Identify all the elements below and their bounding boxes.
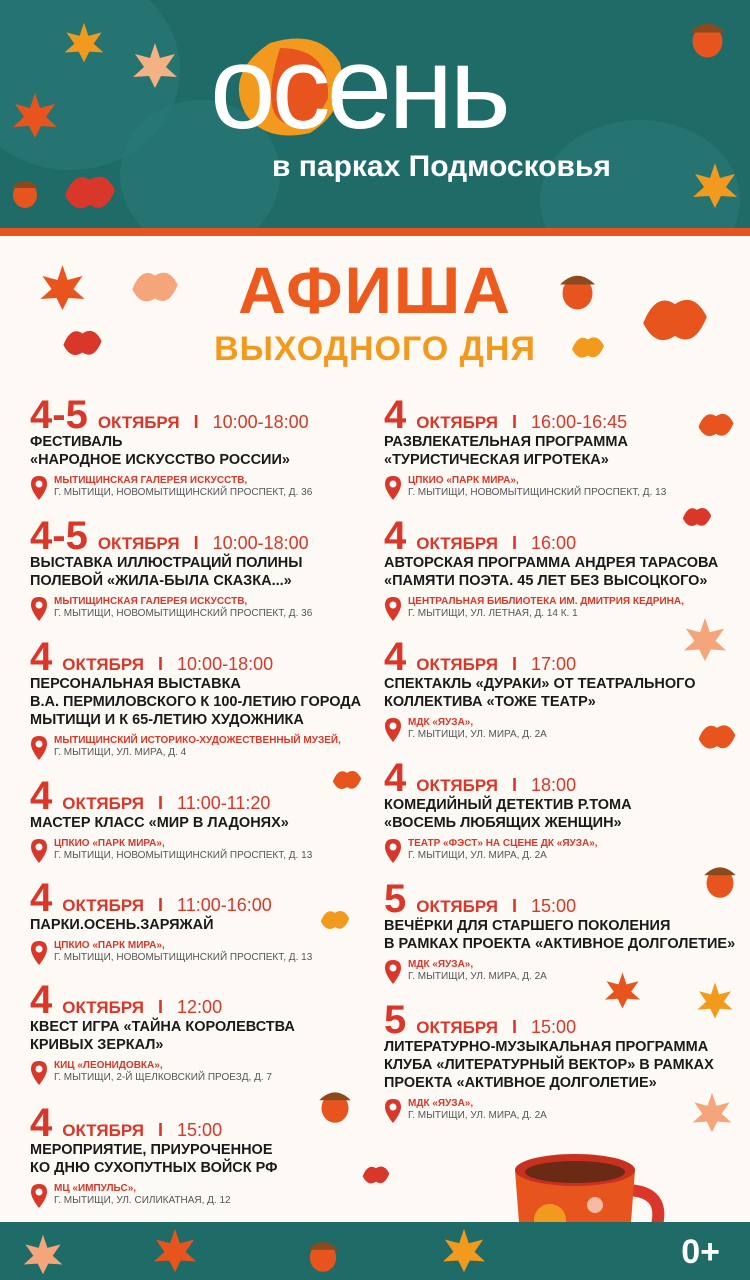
event-time: 11:00-11:20: [177, 793, 271, 813]
event-card: [384, 998, 714, 1124]
event-address: Г. МЫТИЩИ, НОВОМЫТИЩИНСКИЙ ПРОСПЕКТ, Д. 36: [54, 608, 313, 619]
event-title: ПАРКИ.ОСЕНЬ.ЗАРЯЖАЙ: [30, 917, 214, 933]
event-venue: КИЦ «ЛЕОНИДОВКА»,: [54, 1060, 163, 1071]
separator: I: [512, 896, 518, 916]
header-subtitle: в парках Подмосковья: [272, 150, 611, 183]
event-address: Г. МЫТИЩИ, НОВОМЫТИЩИНСКИЙ ПРОСПЕКТ, Д. 36: [54, 487, 313, 498]
location-pin-icon: [384, 717, 402, 743]
event-venue: ЦПКИО «ПАРК МИРА»,: [54, 838, 165, 849]
oak-leaf-icon: [330, 760, 364, 800]
oak-leaf-icon: [318, 900, 352, 940]
event-month: ОКТЯБРЯ: [62, 794, 145, 813]
event-month: ОКТЯБРЯ: [416, 655, 499, 674]
event-card: [30, 876, 312, 966]
location-pin-icon: [30, 475, 48, 501]
event-month: ОКТЯБРЯ: [416, 776, 499, 795]
logo: [210, 22, 730, 154]
acorn-icon: [300, 1230, 346, 1274]
event-day: 4: [30, 978, 53, 1022]
location-pin-icon: [384, 596, 402, 622]
event-time: 15:00: [531, 1017, 577, 1037]
footer-band: [0, 1222, 750, 1280]
event-venue: ЦПКИО «ПАРК МИРА»,: [54, 940, 165, 951]
event-time: 10:00-18:00: [212, 533, 309, 553]
event-time: 16:00-16:45: [531, 412, 628, 432]
separator: I: [158, 654, 164, 674]
separator: I: [512, 533, 518, 553]
header-divider: [0, 228, 750, 236]
event-address: Г. МЫТИЩИ, УЛ. МИРА, Д. 2А: [408, 971, 547, 982]
separator: I: [158, 793, 164, 813]
event-month: ОКТЯБРЯ: [416, 897, 499, 916]
event-month: ОКТЯБРЯ: [62, 1121, 145, 1140]
event-day: 5: [384, 877, 407, 921]
location-pin-icon: [30, 940, 48, 966]
event-month: ОКТЯБРЯ: [416, 1018, 499, 1037]
event-title: ВЫСТАВКА ИЛЛЮСТРАЦИЙ ПОЛИНЫ ПОЛЕВОЙ «ЖИЛА-БЫЛА СКАЗКА...»: [30, 555, 303, 589]
event-month: ОКТЯБРЯ: [62, 896, 145, 915]
event-time: 15:00: [177, 1120, 223, 1140]
separator: I: [158, 1120, 164, 1140]
maple-leaf-icon: [20, 1232, 66, 1276]
event-venue: ЦПКИО «ПАРК МИРА»,: [408, 475, 519, 486]
event-day: 4: [384, 635, 407, 679]
event-time: 15:00: [531, 896, 577, 916]
event-month: ОКТЯБРЯ: [62, 655, 145, 674]
age-rating: 0+: [681, 1233, 720, 1271]
event-day: 4: [30, 876, 53, 920]
maple-leaf-icon: [150, 1226, 200, 1274]
header-banner: [0, 0, 750, 228]
event-card: [30, 774, 312, 864]
location-pin-icon: [384, 475, 402, 501]
poster-subtitle: ВЫХОДНОГО ДНЯ: [214, 330, 536, 368]
separator: I: [193, 412, 199, 432]
event-day: 4: [384, 514, 407, 558]
event-day: 4-5: [30, 393, 88, 437]
event-month: ОКТЯБРЯ: [97, 534, 180, 553]
event-address: Г. МЫТИЩИ, 2-Й ЩЕЛКОВСКИЙ ПРОЕЗД, Д. 7: [54, 1072, 272, 1083]
oak-leaf-icon: [60, 165, 120, 220]
event-title: РАЗВЛЕКАТЕЛЬНАЯ ПРОГРАММА «ТУРИСТИЧЕСКАЯ ИГРОТЕКА»: [384, 434, 628, 468]
event-time: 10:00-18:00: [177, 654, 274, 674]
event-address: Г. МЫТИЩИ, УЛ. СИЛИКАТНАЯ, Д. 12: [54, 1195, 231, 1206]
location-pin-icon: [30, 735, 48, 761]
event-address: Г. МЫТИЩИ, НОВОМЫТИЩИНСКИЙ ПРОСПЕКТ, Д. 13: [54, 850, 313, 861]
event-venue: ТЕАТР «ФЭСТ» НА СЦЕНЕ ДК «ЯУЗА»,: [408, 838, 598, 849]
event-venue: ЦЕНТРАЛЬНАЯ БИБЛИОТЕКА ИМ. ДМИТРИЯ КЕДРИНА,: [408, 596, 684, 607]
event-address: Г. МЫТИЩИ, УЛ. МИРА, Д. 2А: [408, 850, 547, 861]
event-month: ОКТЯБРЯ: [416, 534, 499, 553]
event-card: [30, 1101, 278, 1209]
separator: I: [512, 412, 518, 432]
event-title: ЛИТЕРАТУРНО-МУЗЫКАЛЬНАЯ ПРОГРАММА КЛУБА «ЛИТЕРАТУРНЫЙ ВЕКТОР» В РАМКАХ ПРОЕКТА «АКТИВНОЕ ДОЛГОЛЕТИЕ»: [384, 1039, 714, 1091]
event-address: Г. МЫТИЩИ, НОВОМЫТИЩИНСКИЙ ПРОСПЕКТ, Д. 13: [54, 952, 313, 963]
event-card: [30, 978, 295, 1086]
maple-leaf-icon: [690, 160, 740, 210]
event-title: КВЕСТ ИГРА «ТАЙНА КОРОЛЕВСТВА КРИВЫХ ЗЕРКАЛ»: [30, 1019, 295, 1053]
event-title: МАСТЕР КЛАСС «МИР В ЛАДОНЯХ»: [30, 815, 289, 831]
oak-leaf-icon: [695, 715, 739, 759]
event-card: [30, 393, 312, 501]
acorn-icon: [695, 855, 745, 900]
event-month: ОКТЯБРЯ: [416, 413, 499, 432]
event-month: ОКТЯБРЯ: [62, 998, 145, 1017]
event-venue: МДК «ЯУЗА»,: [408, 717, 474, 728]
separator: I: [512, 654, 518, 674]
event-title: ФЕСТИВАЛЬ «НАРОДНОЕ ИСКУССТВО РОССИИ»: [30, 434, 290, 468]
location-pin-icon: [30, 838, 48, 864]
event-address: Г. МЫТИЩИ, УЛ. МИРА, Д. 4: [54, 747, 187, 758]
event-title: КОМЕДИЙНЫЙ ДЕТЕКТИВ Р.ТОМА «ВОСЕМЬ ЛЮБЯЩИХ ЖЕНЩИН»: [384, 797, 632, 831]
event-venue: МЫТИЩИНСКАЯ ГАЛЕРЕЯ ИСКУССТВ,: [54, 596, 248, 607]
event-title: СПЕКТАКЛЬ «ДУРАКИ» ОТ ТЕАТРАЛЬНОГО КОЛЛЕКТИВА «ТОЖЕ ТЕАТР»: [384, 676, 696, 710]
maple-leaf-icon: [600, 970, 645, 1010]
separator: I: [512, 775, 518, 795]
acorn-icon: [310, 1080, 360, 1125]
maple-leaf-icon: [130, 40, 180, 90]
event-venue: МЦ «ИМПУЛЬС»,: [54, 1183, 137, 1194]
event-day: 4: [30, 635, 53, 679]
poster-title: АФИША: [238, 253, 512, 327]
oak-leaf-icon: [680, 500, 714, 534]
event-card: [384, 393, 666, 501]
logo-wordmark: осень: [210, 22, 507, 154]
event-venue: МДК «ЯУЗА»,: [408, 959, 474, 970]
event-card: [384, 635, 696, 743]
event-day: 5: [384, 998, 407, 1042]
maple-leaf-icon: [62, 20, 106, 64]
oak-leaf-icon: [695, 405, 737, 445]
maple-leaf-icon: [690, 1090, 734, 1134]
maple-leaf-icon: [695, 980, 735, 1020]
separator: I: [512, 1017, 518, 1037]
event-card: [384, 877, 735, 985]
separator: I: [158, 997, 164, 1017]
location-pin-icon: [384, 1098, 402, 1124]
event-day: 4: [30, 1101, 53, 1145]
event-venue: МДК «ЯУЗА»,: [408, 1098, 474, 1109]
maple-leaf-icon: [440, 1226, 488, 1274]
event-time: 10:00-18:00: [212, 412, 309, 432]
event-venue: МЫТИЩИНСКАЯ ГАЛЕРЕЯ ИСКУССТВ,: [54, 475, 248, 486]
event-title: ВЕЧЁРКИ ДЛЯ СТАРШЕГО ПОКОЛЕНИЯ В РАМКАХ ПРОЕКТА «АКТИВНОЕ ДОЛГОЛЕТИЕ»: [384, 918, 736, 952]
location-pin-icon: [384, 838, 402, 864]
event-address: Г. МЫТИЩИ, НОВОМЫТИЩИНСКИЙ ПРОСПЕКТ, Д. 13: [408, 487, 667, 498]
event-address: Г. МЫТИЩИ, УЛ. МИРА, Д. 2А: [408, 1110, 547, 1121]
event-card: [30, 514, 312, 622]
event-day: 4: [30, 774, 53, 818]
maple-leaf-icon: [680, 615, 730, 663]
event-month: ОКТЯБРЯ: [97, 413, 180, 432]
event-card: [384, 514, 718, 622]
location-pin-icon: [384, 959, 402, 985]
event-time: 18:00: [531, 775, 577, 795]
event-address: Г. МЫТИЩИ, УЛ. МИРА, Д. 2А: [408, 729, 547, 740]
event-time: 16:00: [531, 533, 577, 553]
event-title: АВТОРСКАЯ ПРОГРАММА АНДРЕЯ ТАРАСОВА «ПАМЯТИ ПОЭТА. 45 ЛЕТ БЕЗ ВЫСОЦКОГО»: [384, 555, 719, 589]
acorn-icon: [5, 170, 45, 210]
event-title: ПЕРСОНАЛЬНАЯ ВЫСТАВКА В.А. ПЕРМИЛОВСКОГО К 100-ЛЕТИЮ ГОРОДА МЫТИЩИ И К 65-ЛЕТИЮ ХУДОЖНИКА: [30, 676, 362, 728]
event-day: 4: [384, 393, 407, 437]
event-time: 17:00: [531, 654, 577, 674]
oak-leaf-icon: [360, 1160, 392, 1190]
separator: I: [158, 895, 164, 915]
event-card: [384, 756, 632, 864]
event-time: 12:00: [177, 997, 223, 1017]
event-card: [30, 635, 361, 761]
event-time: 11:00-16:00: [177, 895, 272, 915]
event-title: МЕРОПРИЯТИЕ, ПРИУРОЧЕННОЕ КО ДНЮ СУХОПУТНЫХ ВОЙСК РФ: [30, 1142, 278, 1176]
separator: I: [193, 533, 199, 553]
event-venue: МЫТИЩИНСКИЙ ИСТОРИКО-ХУДОЖЕСТВЕННЫЙ МУЗЕЙ,: [54, 735, 341, 746]
location-pin-icon: [30, 596, 48, 622]
location-pin-icon: [30, 1060, 48, 1086]
event-day: 4-5: [30, 514, 88, 558]
maple-leaf-icon: [10, 90, 60, 140]
event-day: 4: [384, 756, 407, 800]
event-address: Г. МЫТИЩИ, УЛ. ЛЕТНАЯ, Д. 14 К. 1: [408, 608, 578, 619]
location-pin-icon: [30, 1183, 48, 1209]
